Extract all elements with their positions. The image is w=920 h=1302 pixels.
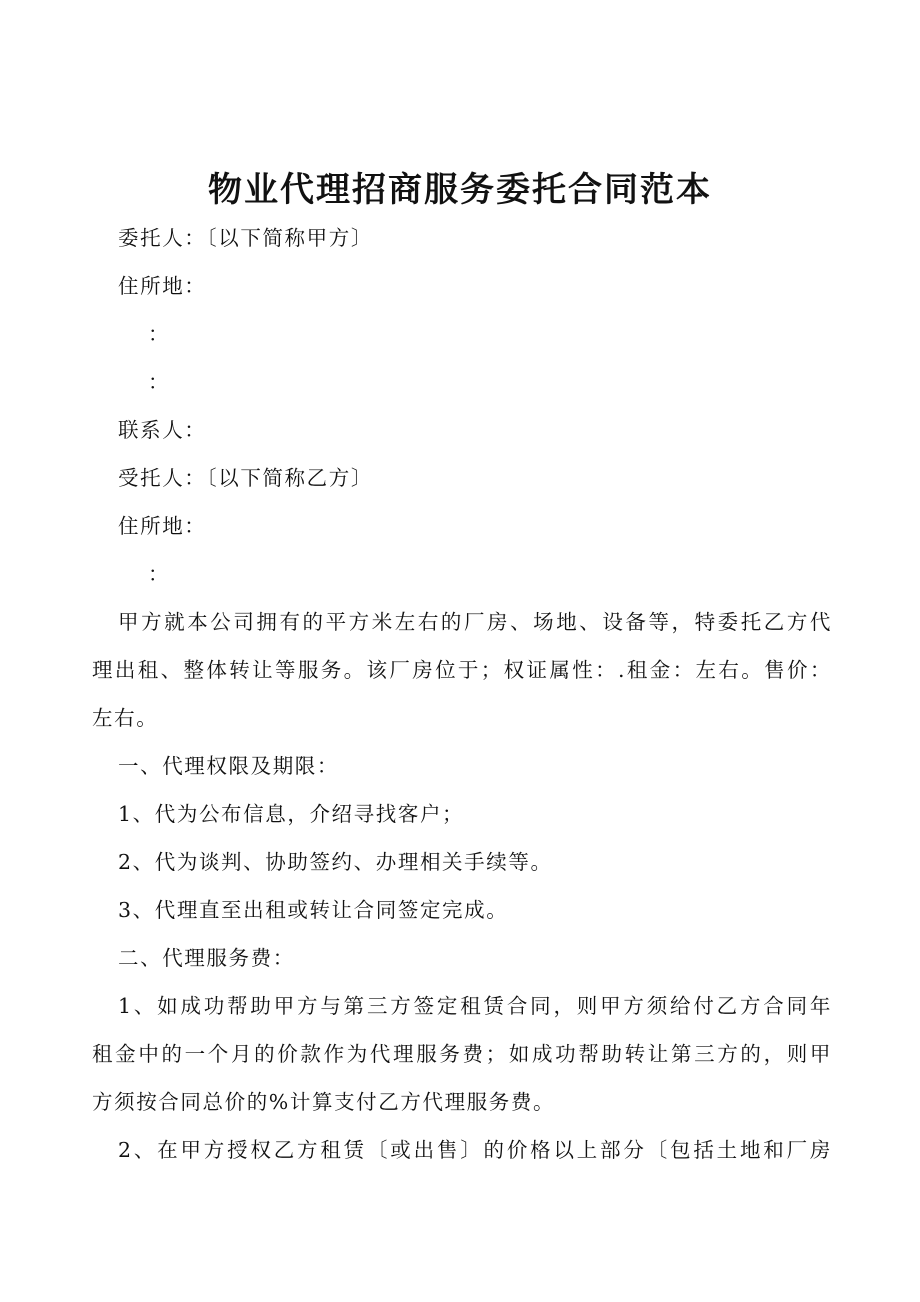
blank-field-line: ： — [148, 370, 171, 394]
clause-line: 2、代为谈判、协助签约、办理相关手续等。 — [118, 850, 553, 874]
clause-line: 2、在甲方授权乙方租赁〔或出售〕的价格以上部分〔包括土地和厂房 — [118, 1138, 832, 1162]
clause-line: 1、如成功帮助甲方与第三方签定租赁合同，则甲方须给付乙方合同年 — [118, 994, 832, 1018]
blank-field-line: ： — [148, 562, 171, 586]
paragraph-line: 左右。 — [92, 706, 159, 730]
section-heading: 二、代理服务费： — [118, 946, 295, 970]
document-title: 物业代理招商服务委托合同范本 — [208, 170, 712, 210]
agent-line: 受托人：〔以下简称乙方〕 — [118, 466, 373, 490]
client-line: 委托人：〔以下简称甲方〕 — [118, 226, 373, 250]
clause-line: 3、代理直至出租或转让合同签定完成。 — [118, 898, 509, 922]
clause-line: 租金中的一个月的价款作为代理服务费；如成功帮助转让第三方的，则甲 — [92, 1042, 832, 1066]
section-heading: 一、代理权限及期限： — [118, 754, 339, 778]
clause-line: 1、代为公布信息，介绍寻找客户； — [118, 802, 465, 826]
paragraph-line: 甲方就本公司拥有的平方米左右的厂房、场地、设备等，特委托乙方代 — [118, 610, 832, 634]
client-address-line: 住所地： — [118, 274, 207, 298]
contact-line: 联系人： — [118, 418, 207, 442]
blank-field-line: ： — [148, 322, 171, 346]
paragraph-line: 理出租、整体转让等服务。该厂房位于；权证属性：.租金：左右。售价： — [92, 658, 832, 682]
document-body — [92, 214, 832, 1174]
agent-address-line: 住所地： — [118, 514, 207, 538]
clause-line: 方须按合同总价的%计算支付乙方代理服务费。 — [92, 1090, 556, 1114]
